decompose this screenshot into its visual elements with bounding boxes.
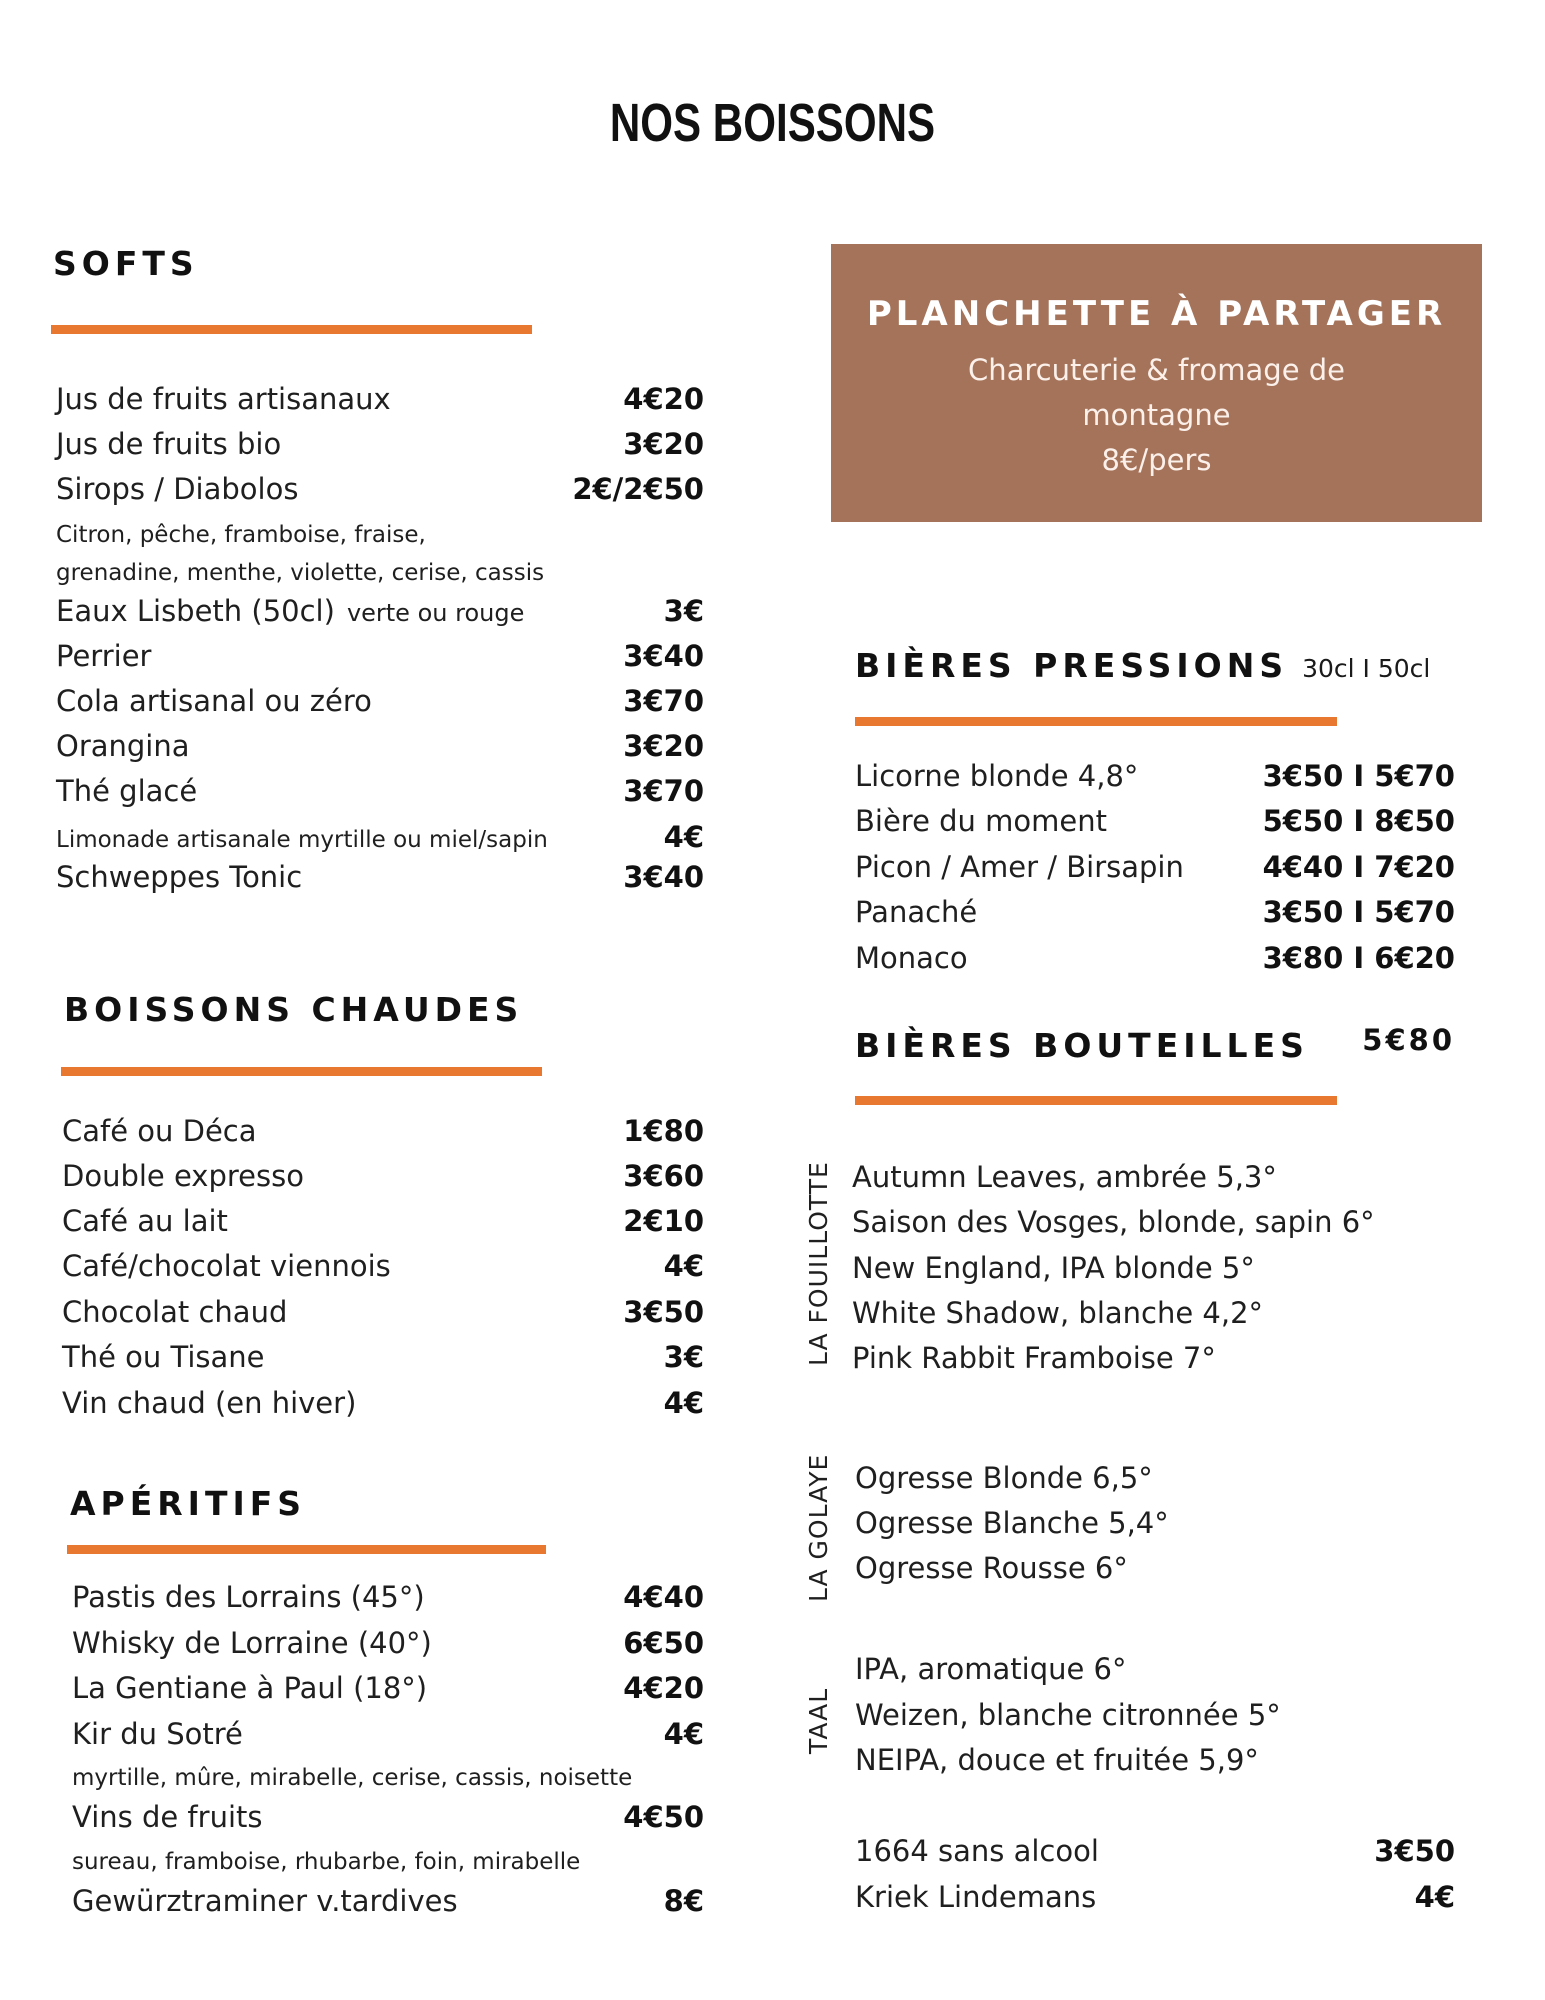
menu-item: Thé ou Tisane 3€ bbox=[62, 1340, 704, 1374]
menu-item: Picon / Amer / Birsapin 4€40 I 7€20 bbox=[855, 850, 1455, 884]
pressions-header bbox=[855, 646, 1430, 685]
beer-item: Weizen, blanche citronnée 5° bbox=[855, 1698, 1281, 1732]
chaudes-divider bbox=[61, 1067, 542, 1076]
bouteilles-price: 5€80 bbox=[1362, 1023, 1455, 1057]
menu-item: Thé glacé 3€70 bbox=[56, 774, 704, 808]
menu-item: Whisky de Lorraine (40°) 6€50 bbox=[72, 1626, 704, 1660]
promo-price: 8€/pers bbox=[1101, 443, 1212, 477]
brewery-label: LA FOUILLOTTE bbox=[804, 1161, 833, 1366]
beer-item: Pink Rabbit Framboise 7° bbox=[852, 1341, 1216, 1375]
aperitifs-divider bbox=[67, 1545, 546, 1554]
pressions-sizes: 30cl I 50cl bbox=[1302, 654, 1431, 683]
brewery-label: LA GOLAYE bbox=[804, 1453, 833, 1602]
beer-item: NEIPA, douce et fruitée 5,9° bbox=[855, 1743, 1259, 1777]
menu-item: Limonade artisanale myrtille ou miel/sapin 4€ bbox=[56, 820, 704, 854]
beer-item: Ogresse Rousse 6° bbox=[855, 1551, 1128, 1585]
menu-item: Orangina 3€20 bbox=[56, 729, 704, 763]
menu-item: Gewürztraminer v.tardives 8€ bbox=[72, 1884, 704, 1918]
promo-title: PLANCHETTE À PARTAGER bbox=[866, 294, 1447, 334]
menu-item: Jus de fruits artisanaux 4€20 bbox=[56, 382, 704, 416]
promo-box bbox=[831, 244, 1482, 522]
menu-item: Chocolat chaud 3€50 bbox=[62, 1295, 704, 1329]
softs-heading: SOFTS bbox=[53, 244, 199, 283]
beer-item: Ogresse Blonde 6,5° bbox=[855, 1461, 1153, 1495]
beer-item: Saison des Vosges, blonde, sapin 6° bbox=[852, 1205, 1375, 1239]
menu-item: Café ou Déca 1€80 bbox=[62, 1114, 704, 1148]
page-title: NOS BOISSONS bbox=[609, 93, 936, 153]
menu-item: Jus de fruits bio 3€20 bbox=[56, 427, 704, 461]
menu-item: Double expresso 3€60 bbox=[62, 1159, 704, 1193]
menu-item: Vins de fruits 4€50 bbox=[72, 1800, 704, 1834]
menu-item: 1664 sans alcool 3€50 bbox=[855, 1834, 1455, 1868]
bouteilles-heading: BIÈRES BOUTEILLES bbox=[855, 1026, 1309, 1065]
sirops-note: Citron, pêche, framboise, fraise, bbox=[56, 522, 426, 548]
bouteilles-divider bbox=[855, 1096, 1337, 1105]
menu-item: Eaux Lisbeth (50cl) verte ou rouge 3€ bbox=[56, 594, 704, 628]
menu-item: Pastis des Lorrains (45°) 4€40 bbox=[72, 1580, 704, 1614]
menu-item: La Gentiane à Paul (18°) 4€20 bbox=[72, 1671, 704, 1705]
beer-item: White Shadow, blanche 4,2° bbox=[852, 1296, 1264, 1330]
beer-item: Ogresse Blanche 5,4° bbox=[855, 1506, 1169, 1540]
aperitifs-heading: APÉRITIFS bbox=[70, 1484, 307, 1523]
menu-item: Sirops / Diabolos 2€/2€50 bbox=[56, 472, 704, 506]
vins-note: sureau, framboise, rhubarbe, foin, mirabelle bbox=[72, 1849, 581, 1875]
pressions-divider bbox=[855, 717, 1337, 726]
menu-item: Bière du moment 5€50 I 8€50 bbox=[855, 804, 1455, 838]
menu-item: Vin chaud (en hiver) 4€ bbox=[62, 1386, 704, 1420]
promo-text: Charcuterie & fromage de bbox=[967, 353, 1346, 387]
menu-item: Schweppes Tonic 3€40 bbox=[56, 860, 704, 894]
softs-divider bbox=[51, 325, 532, 334]
pressions-heading: BIÈRES PRESSIONS bbox=[855, 646, 1289, 685]
beer-item: New England, IPA blonde 5° bbox=[852, 1251, 1255, 1285]
menu-item: Café au lait 2€10 bbox=[62, 1204, 704, 1238]
menu-item: Kriek Lindemans 4€ bbox=[855, 1880, 1455, 1914]
beer-item: Autumn Leaves, ambrée 5,3° bbox=[852, 1160, 1277, 1194]
sirops-note: grenadine, menthe, violette, cerise, cassis bbox=[56, 560, 545, 586]
chaudes-heading: BOISSONS CHAUDES bbox=[64, 990, 524, 1029]
menu-item: Licorne blonde 4,8° 3€50 I 5€70 bbox=[855, 759, 1455, 793]
menu-item: Panaché 3€50 I 5€70 bbox=[855, 895, 1455, 929]
beer-item: IPA, aromatique 6° bbox=[855, 1652, 1127, 1686]
menu-item: Cola artisanal ou zéro 3€70 bbox=[56, 684, 704, 718]
brewery-label: TAAL bbox=[804, 1687, 833, 1754]
promo-text: montagne bbox=[1082, 398, 1231, 432]
kir-note: myrtille, mûre, mirabelle, cerise, cassis, noisette bbox=[72, 1765, 633, 1791]
menu-item: Monaco 3€80 I 6€20 bbox=[855, 941, 1455, 975]
menu-item: Perrier 3€40 bbox=[56, 639, 704, 673]
menu-item: Kir du Sotré 4€ bbox=[72, 1717, 704, 1751]
menu-item: Café/chocolat viennois 4€ bbox=[62, 1249, 704, 1283]
